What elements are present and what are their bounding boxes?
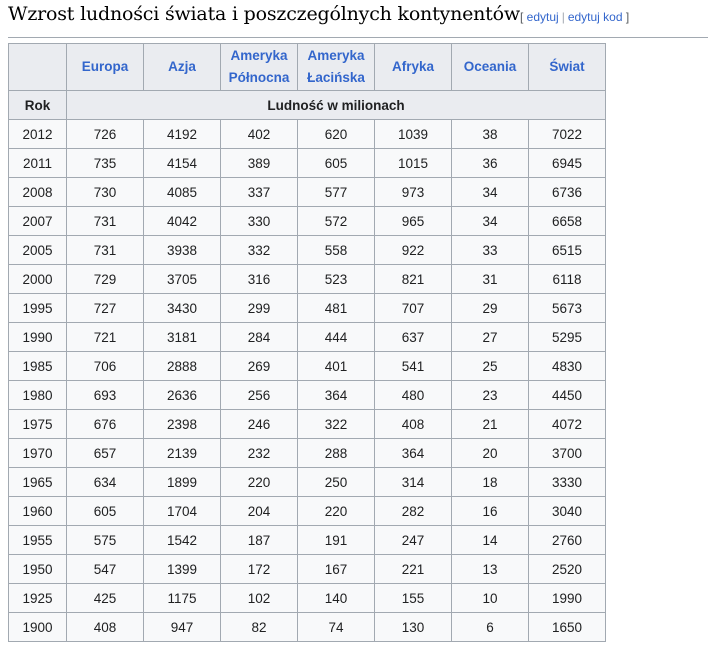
population-cell: 402	[221, 120, 298, 149]
population-cell: 4830	[529, 352, 606, 381]
year-cell: 2012	[9, 120, 67, 149]
population-cell: 444	[298, 323, 375, 352]
unit-label: Ludność w milionach	[67, 91, 606, 120]
population-cell: 13	[452, 555, 529, 584]
year-cell: 1970	[9, 439, 67, 468]
column-header	[375, 44, 452, 91]
population-cell: 1175	[144, 584, 221, 613]
population-cell: 1399	[144, 555, 221, 584]
population-cell: 187	[221, 526, 298, 555]
year-cell: 1960	[9, 497, 67, 526]
table-row	[9, 323, 606, 352]
population-cell: 1990	[529, 584, 606, 613]
population-cell: 172	[221, 555, 298, 584]
population-cell: 102	[221, 584, 298, 613]
population-cell: 4154	[144, 149, 221, 178]
year-cell: 1955	[9, 526, 67, 555]
population-cell: 4042	[144, 207, 221, 236]
population-cell: 2888	[144, 352, 221, 381]
population-cell: 38	[452, 120, 529, 149]
population-cell: 2760	[529, 526, 606, 555]
population-cell: 246	[221, 410, 298, 439]
population-cell: 220	[221, 468, 298, 497]
population-cell: 31	[452, 265, 529, 294]
population-cell: 6945	[529, 149, 606, 178]
population-cell: 232	[221, 439, 298, 468]
population-cell: 620	[298, 120, 375, 149]
table-row	[9, 526, 606, 555]
population-cell: 4192	[144, 120, 221, 149]
year-cell: 2007	[9, 207, 67, 236]
population-cell: 74	[298, 613, 375, 642]
population-cell: 735	[67, 149, 144, 178]
year-cell: 1995	[9, 294, 67, 323]
population-cell: 547	[67, 555, 144, 584]
year-cell: 1975	[9, 410, 67, 439]
year-cell: 1990	[9, 323, 67, 352]
population-cell: 21	[452, 410, 529, 439]
population-cell: 693	[67, 381, 144, 410]
population-cell: 256	[221, 381, 298, 410]
population-cell: 247	[375, 526, 452, 555]
column-header-link[interactable]: Azja	[168, 59, 196, 74]
population-cell: 6736	[529, 178, 606, 207]
population-cell: 425	[67, 584, 144, 613]
population-cell: 4085	[144, 178, 221, 207]
population-cell: 36	[452, 149, 529, 178]
population-cell: 25	[452, 352, 529, 381]
population-cell: 20	[452, 439, 529, 468]
population-cell: 2139	[144, 439, 221, 468]
population-cell: 6515	[529, 236, 606, 265]
population-cell: 7022	[529, 120, 606, 149]
population-cell: 572	[298, 207, 375, 236]
table-row	[9, 439, 606, 468]
row-header-label: Rok	[9, 91, 67, 120]
population-cell: 408	[67, 613, 144, 642]
column-header-link[interactable]: Afryka	[391, 59, 435, 74]
population-cell: 721	[67, 323, 144, 352]
population-cell: 191	[298, 526, 375, 555]
year-cell: 2011	[9, 149, 67, 178]
column-header	[67, 44, 144, 91]
table-row	[9, 555, 606, 584]
population-cell: 27	[452, 323, 529, 352]
population-cell: 18	[452, 468, 529, 497]
population-cell: 2520	[529, 555, 606, 584]
population-cell: 204	[221, 497, 298, 526]
column-header-link[interactable]: Ameryka Północna	[228, 48, 290, 85]
population-cell: 1542	[144, 526, 221, 555]
population-cell: 922	[375, 236, 452, 265]
column-header-link[interactable]: Europa	[81, 59, 129, 74]
population-cell: 140	[298, 584, 375, 613]
table-row	[9, 236, 606, 265]
population-cell: 364	[375, 439, 452, 468]
population-cell: 2398	[144, 410, 221, 439]
population-cell: 389	[221, 149, 298, 178]
population-cell: 332	[221, 236, 298, 265]
population-cell: 947	[144, 613, 221, 642]
population-cell: 973	[375, 178, 452, 207]
population-cell: 575	[67, 526, 144, 555]
population-cell: 3330	[529, 468, 606, 497]
table-row	[9, 497, 606, 526]
table-row	[9, 468, 606, 497]
year-cell: 2005	[9, 236, 67, 265]
population-cell: 1015	[375, 149, 452, 178]
population-cell: 2636	[144, 381, 221, 410]
population-cell: 1039	[375, 120, 452, 149]
population-cell: 250	[298, 468, 375, 497]
population-cell: 707	[375, 294, 452, 323]
table-row	[9, 352, 606, 381]
population-cell: 6	[452, 613, 529, 642]
year-cell: 1965	[9, 468, 67, 497]
column-header-link[interactable]: Świat	[549, 59, 585, 74]
column-header	[144, 44, 221, 91]
population-cell: 34	[452, 207, 529, 236]
population-cell: 314	[375, 468, 452, 497]
population-cell: 408	[375, 410, 452, 439]
corner-cell	[9, 44, 67, 91]
year-cell: 1980	[9, 381, 67, 410]
population-cell: 523	[298, 265, 375, 294]
table-row	[9, 381, 606, 410]
population-cell: 364	[298, 381, 375, 410]
table-row	[9, 178, 606, 207]
population-cell: 316	[221, 265, 298, 294]
population-cell: 299	[221, 294, 298, 323]
population-cell: 1704	[144, 497, 221, 526]
population-cell: 6658	[529, 207, 606, 236]
population-cell: 3700	[529, 439, 606, 468]
column-header-link[interactable]: Oceania	[463, 59, 517, 74]
population-cell: 3430	[144, 294, 221, 323]
population-table	[8, 43, 606, 642]
population-cell: 634	[67, 468, 144, 497]
population-cell: 14	[452, 526, 529, 555]
population-cell: 282	[375, 497, 452, 526]
header-row	[9, 44, 606, 91]
population-cell: 558	[298, 236, 375, 265]
year-cell: 1925	[9, 584, 67, 613]
population-cell: 33	[452, 236, 529, 265]
population-cell: 23	[452, 381, 529, 410]
subheader-row	[9, 91, 606, 120]
population-cell: 3040	[529, 497, 606, 526]
population-cell: 5295	[529, 323, 606, 352]
table-row	[9, 265, 606, 294]
table-row	[9, 207, 606, 236]
column-header	[529, 44, 606, 91]
population-cell: 605	[67, 497, 144, 526]
population-cell: 167	[298, 555, 375, 584]
population-cell: 4072	[529, 410, 606, 439]
population-cell: 330	[221, 207, 298, 236]
population-cell: 730	[67, 178, 144, 207]
table-row	[9, 120, 606, 149]
population-cell: 731	[67, 207, 144, 236]
population-cell: 220	[298, 497, 375, 526]
population-cell: 16	[452, 497, 529, 526]
table-row	[9, 294, 606, 323]
population-cell: 541	[375, 352, 452, 381]
population-cell: 82	[221, 613, 298, 642]
year-cell: 2000	[9, 265, 67, 294]
population-cell: 729	[67, 265, 144, 294]
population-cell: 480	[375, 381, 452, 410]
population-cell: 337	[221, 178, 298, 207]
population-cell: 577	[298, 178, 375, 207]
population-cell: 322	[298, 410, 375, 439]
year-cell: 1950	[9, 555, 67, 584]
population-cell: 3705	[144, 265, 221, 294]
column-header	[221, 44, 298, 91]
section-title: Wzrost ludności świata i poszczególnych kontynentów	[8, 3, 520, 25]
population-cell: 727	[67, 294, 144, 323]
table-row	[9, 613, 606, 642]
population-cell: 10	[452, 584, 529, 613]
column-header-link[interactable]: Ameryka Łacińska	[307, 48, 365, 85]
population-cell: 5673	[529, 294, 606, 323]
population-cell: 481	[298, 294, 375, 323]
edit-link[interactable]: edytuj	[526, 10, 559, 24]
population-cell: 155	[375, 584, 452, 613]
section-heading	[8, 0, 708, 38]
population-cell: 731	[67, 236, 144, 265]
population-cell: 3938	[144, 236, 221, 265]
year-cell: 2008	[9, 178, 67, 207]
population-cell: 637	[375, 323, 452, 352]
table-row	[9, 584, 606, 613]
year-cell: 1985	[9, 352, 67, 381]
population-cell: 706	[67, 352, 144, 381]
population-cell: 29	[452, 294, 529, 323]
population-cell: 726	[67, 120, 144, 149]
year-cell: 1900	[9, 613, 67, 642]
population-cell: 1650	[529, 613, 606, 642]
column-header	[452, 44, 529, 91]
column-header	[298, 44, 375, 91]
table-row	[9, 410, 606, 439]
population-cell: 34	[452, 178, 529, 207]
population-cell: 6118	[529, 265, 606, 294]
population-cell: 1899	[144, 468, 221, 497]
population-cell: 288	[298, 439, 375, 468]
edit-links: [ edytuj | edytuj kod ]	[520, 10, 630, 24]
table-row	[9, 149, 606, 178]
population-cell: 676	[67, 410, 144, 439]
population-cell: 605	[298, 149, 375, 178]
population-cell: 269	[221, 352, 298, 381]
population-cell: 284	[221, 323, 298, 352]
population-cell: 821	[375, 265, 452, 294]
population-cell: 4450	[529, 381, 606, 410]
population-cell: 130	[375, 613, 452, 642]
population-cell: 3181	[144, 323, 221, 352]
population-cell: 657	[67, 439, 144, 468]
edit-source-link[interactable]: edytuj kod	[567, 10, 623, 24]
population-cell: 965	[375, 207, 452, 236]
population-cell: 401	[298, 352, 375, 381]
table-body	[9, 120, 606, 642]
population-cell: 221	[375, 555, 452, 584]
